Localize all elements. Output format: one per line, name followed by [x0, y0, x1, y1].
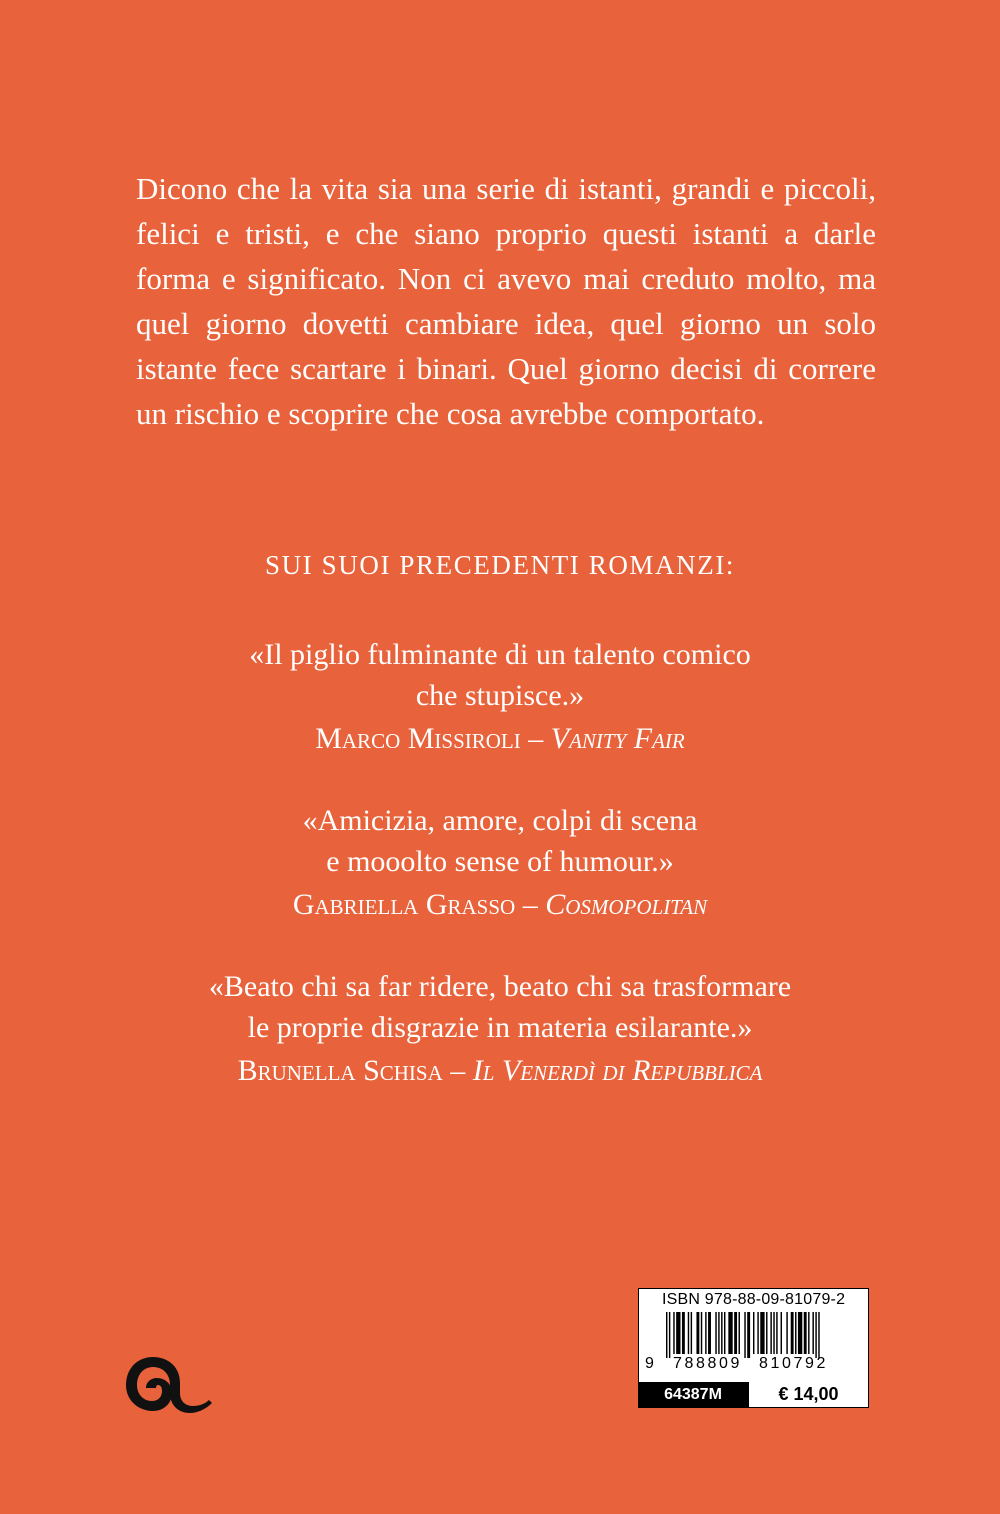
barcode-bar [744, 1312, 745, 1358]
quote-author: Marco Missiroli [315, 722, 521, 755]
barcode-bar [715, 1312, 716, 1354]
barcode-bar [696, 1312, 699, 1354]
quote-line: che stupisce.» [415, 679, 585, 712]
barcode-bar [760, 1312, 764, 1354]
barcode-bar [669, 1312, 670, 1358]
back-cover-blurb [136, 166, 876, 436]
barcode-bar [786, 1312, 787, 1354]
quote-source: Cosmopolitan [545, 888, 708, 921]
barcode-bar [705, 1312, 706, 1354]
barcode-bar [728, 1312, 732, 1354]
barcode-bar [718, 1312, 719, 1354]
barcode-bar [818, 1312, 819, 1358]
quote-source: Vanity Fair [550, 722, 685, 755]
publisher-logo-icon [122, 1353, 214, 1415]
attribution-separator: – [442, 1054, 473, 1087]
quote-author: Brunella Schisa [237, 1054, 443, 1087]
barcode-bar [747, 1312, 750, 1358]
attribution-separator: – [520, 722, 551, 755]
barcode-bar [776, 1312, 777, 1354]
isbn-label: ISBN 978-88-09-81079-2 [662, 1291, 846, 1308]
barcode-bar [798, 1312, 802, 1354]
quote-source: Il Venerdì di Repubblica [472, 1054, 763, 1087]
barcode-bar [812, 1312, 813, 1354]
barcode-bar [781, 1312, 782, 1354]
quote-attribution [0, 885, 1000, 924]
review-quote [0, 966, 1000, 1090]
barcode-bar [757, 1312, 758, 1354]
barcode-bar [708, 1312, 711, 1354]
attribution-separator: – [515, 888, 546, 921]
price: € 14,00 [747, 1382, 868, 1407]
section-heading: SUI SUOI PRECEDENTI ROMANZI: [264, 550, 736, 580]
barcode-bar [804, 1312, 807, 1354]
quote-attribution [0, 1051, 1000, 1090]
quote-line: «Beato chi sa far ridere, beato chi sa trasformare [208, 970, 792, 1003]
barcode-bar [773, 1312, 774, 1354]
barcode-box [638, 1288, 869, 1408]
quote-attribution [0, 719, 1000, 758]
barcode-bottom-row [639, 1382, 868, 1407]
barcode-bar [815, 1312, 816, 1358]
barcode-bar [739, 1312, 740, 1354]
barcode-digit-group: 788809 [673, 1355, 742, 1372]
blurb-text: Dicono che la vita sia una serie di istanti, grandi e piccoli, felici e tristi, e che siano proprio questi istanti a darle forma e significato. Non ci avevo mai creduto molto, ma quel giorno dovetti cambiare idea, quel giorno un solo istante fece scartare i binari. Quel giorno decisi di correre un rischio e scoprire che cosa avrebbe comportato. [136, 171, 876, 431]
barcode-bar [721, 1312, 722, 1354]
barcode-digit-group: 810792 [759, 1355, 828, 1372]
barcode-bar [795, 1312, 796, 1354]
barcode-bar [734, 1312, 737, 1354]
barcode-bars [666, 1312, 842, 1358]
quote-line: e mooolto sense of humour.» [326, 845, 674, 878]
barcode-bar [753, 1312, 754, 1354]
quote-author: Gabriella Grasso [292, 888, 516, 921]
quote-line: le proprie disgrazie in materia esilarante.» [247, 1011, 753, 1044]
barcode-bar [701, 1312, 702, 1354]
quote-line: «Amicizia, amore, colpi di scena [302, 804, 698, 837]
barcode-bar [766, 1312, 767, 1354]
barcode-bar [673, 1312, 674, 1354]
barcode-digit-prefix: 9 [645, 1355, 654, 1372]
review-quote [0, 634, 1000, 758]
product-code: 64387M [639, 1382, 747, 1407]
barcode-bar [770, 1312, 771, 1354]
barcode-bar [724, 1312, 725, 1354]
quote-line: «Il piglio fulminante di un talento comico [249, 638, 751, 671]
barcode-bar [666, 1312, 667, 1358]
barcode-bar [691, 1312, 692, 1354]
barcode-bar [791, 1312, 794, 1354]
review-quote [0, 800, 1000, 924]
barcode-bar [676, 1312, 680, 1354]
barcode-bar [682, 1312, 685, 1354]
barcode-bar [688, 1312, 689, 1354]
barcode-bar [808, 1312, 809, 1354]
